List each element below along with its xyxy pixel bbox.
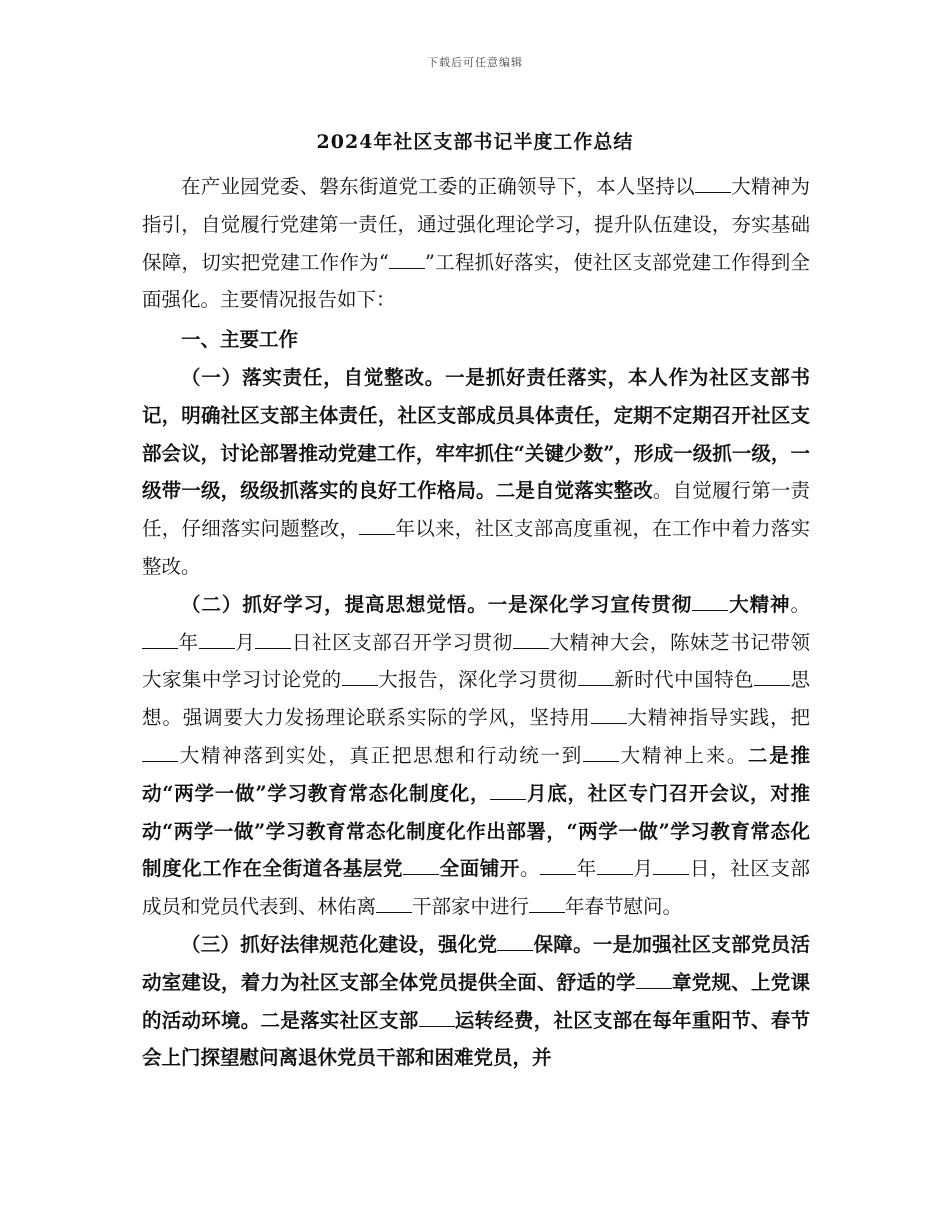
text-run: 。自觉履行第一责任，仔细落实问题整改， (142, 479, 810, 541)
text-run: 新时代中国特色 (613, 668, 754, 692)
fill-blank (540, 854, 576, 875)
text-run: 大精神指导实践，把 (626, 706, 810, 730)
fill-blank (636, 967, 672, 988)
text-run: 。 (520, 857, 541, 881)
text-run: 大精神落到实处，真正把思想和行动统一到 (178, 743, 583, 767)
header-note: 下载后可任意编辑 (427, 56, 523, 69)
paragraph-1 (142, 359, 810, 586)
fill-blank (389, 247, 425, 268)
text-run: 大精神上来。 (618, 743, 749, 767)
text-run: 在产业园党委、磐东街道党工委的正确领导下，本人坚持以 (181, 175, 695, 198)
fill-blank (199, 627, 235, 648)
fill-blank (419, 1005, 455, 1026)
fill-blank (142, 740, 178, 761)
fill-blank (597, 854, 633, 875)
fill-blank (376, 892, 412, 913)
text-run: 年以来，社区支部高度重视，在工作中着力落实整改。 (142, 517, 810, 578)
text-run-bold: 章党规、上党课的活动环境。二是落实社区支部 (142, 970, 810, 1032)
fill-blank (692, 589, 728, 610)
text-run-bold: 运转经费，社区支部在每年重阳节、春节会上门探望慰问离退休党员干部和困难党员，并 (142, 1008, 810, 1070)
fill-blank (591, 703, 627, 724)
text-run: 大报告，深化学习贯彻 (377, 668, 578, 692)
text-run: 年 (178, 630, 199, 654)
fill-blank (403, 854, 439, 875)
text-run-bold: 全面铺开 (439, 857, 521, 881)
document-title: 2024年社区支部书记半度工作总结 (316, 131, 634, 153)
text-run: 月 (632, 857, 654, 881)
text-run-bold: 月底，社区专门召开会议，对推动“两学一做”学习教育常态化制度化作出部署，“两学一做”学习教育常态化制度化工作在全街道各基层党 (142, 781, 810, 881)
text-run-bold: 大精神 (728, 592, 791, 616)
fill-blank (255, 627, 291, 648)
text-run: 月 (234, 630, 256, 654)
fill-blank (359, 514, 395, 535)
paragraph-3 (142, 926, 810, 1077)
fill-blank (754, 665, 790, 686)
section-heading: 一、主要工作 (181, 328, 299, 352)
fill-blank (497, 929, 533, 950)
text-run: 思想。强调要大力发扬理论联系实际的学风，坚持用 (142, 668, 810, 730)
text-run: 日，社区支部成员和党员代表到、林佑离 (142, 857, 810, 919)
fill-blank (583, 740, 619, 761)
text-run: 大精神大会，陈妹芝书记带领大家集中学习讨论党的 (142, 630, 810, 692)
text-run: 。 (790, 592, 810, 616)
fill-blank (142, 627, 178, 648)
text-run: 大精神为指引，自觉履行党建第一责任，通过强化理论学习，提升队伍建设，夯实基础保障，切实把党建工作作为“ (142, 175, 810, 274)
text-run-bold: （二）抓好学习，提高思想觉悟。一是深化学习宣传贯彻 (181, 592, 693, 616)
fill-blank (490, 778, 526, 799)
text-run-bold: （三）抓好法律规范化建设，强化党 (181, 932, 498, 956)
text-run-bold: 二是推动“两学一做”学习教育常态化制度化， (142, 743, 810, 805)
text-run: 年春节慰问。 (565, 895, 683, 919)
paragraph-intro (142, 168, 810, 319)
fill-blank (695, 172, 731, 193)
text-run-bold: （一）落实责任，自觉整改。一是抓好责任落实，本人作为社区支部书记，明确社区支部主体责任，社区支部成员具体责任，定期不定期召开社区支部会议，讨论部署推动党建工作，牢牢抓住“关键少数”，形成一级抓一级，一级带一级，级级抓落实的良好工作格局。二是自觉落实整改 (142, 365, 810, 503)
text-run: 日社区支部召开学习贯彻 (291, 630, 513, 654)
document-body (142, 168, 810, 1077)
fill-blank (529, 892, 565, 913)
text-run-bold: 保障。一是加强社区支部党员活动室建设，着力为社区支部全体党员提供全面、舒适的学 (142, 932, 810, 994)
fill-blank (578, 665, 614, 686)
text-run: 年 (576, 857, 597, 881)
fill-blank (653, 854, 689, 875)
fill-blank (513, 627, 549, 648)
text-run: ”工程抓好落实，使社区支部党建工作得到全面强化。主要情况报告如下： (142, 250, 810, 312)
paragraph-2 (142, 586, 810, 926)
text-run: 干部家中进行 (412, 895, 530, 919)
fill-blank (342, 665, 378, 686)
